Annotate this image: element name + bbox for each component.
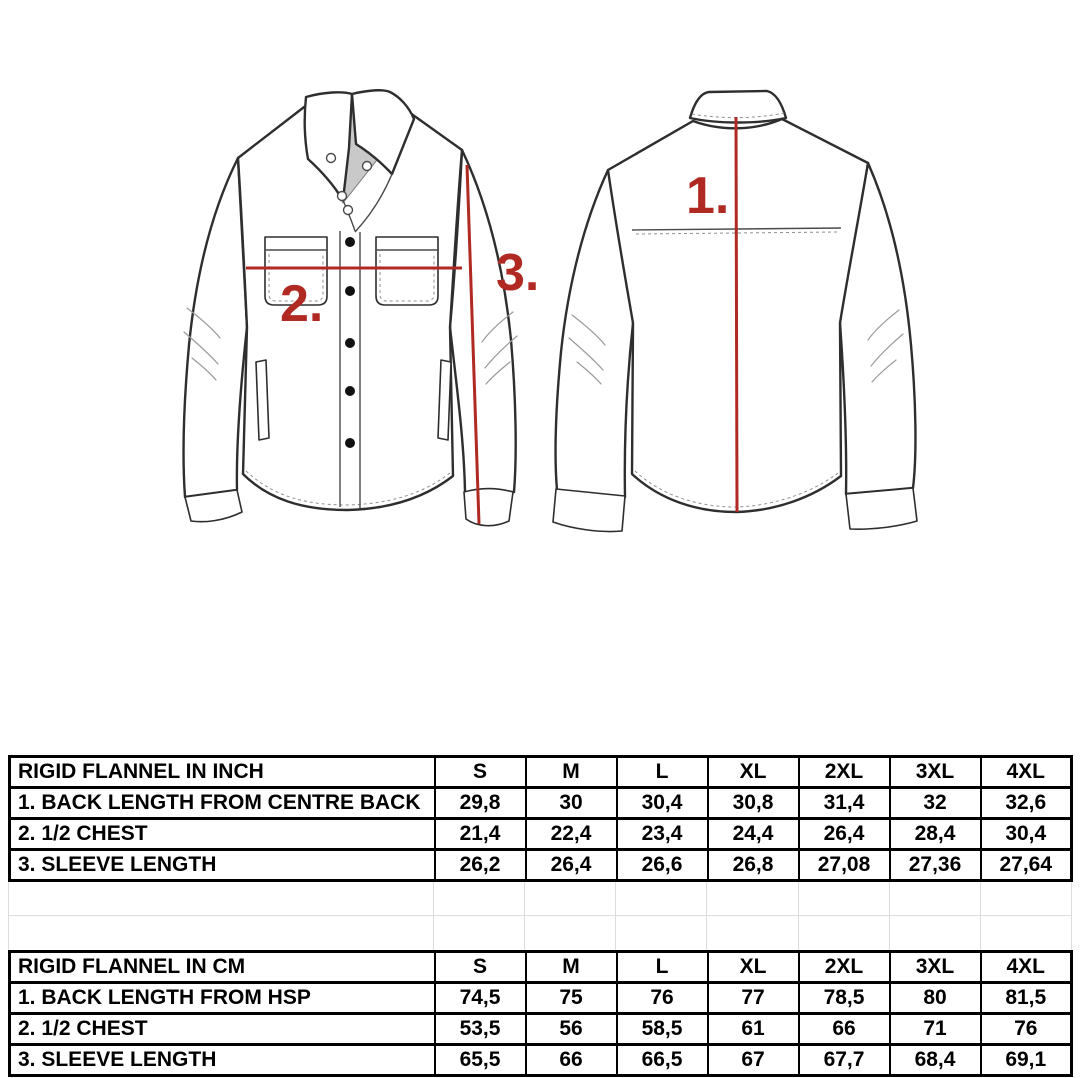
shirt-front-drawing bbox=[184, 90, 540, 525]
column-header: 3XL bbox=[890, 952, 981, 983]
chest-pocket-right bbox=[376, 237, 438, 305]
back-length-measure-line bbox=[736, 117, 737, 512]
table-header-row bbox=[10, 757, 1072, 788]
value-cell: 23,4 bbox=[617, 819, 708, 850]
value-cell: 31,4 bbox=[799, 788, 890, 819]
column-header: XL bbox=[708, 757, 799, 788]
column-header: 2XL bbox=[799, 757, 890, 788]
value-cell: 61 bbox=[708, 1014, 799, 1045]
value-cell: 24,4 bbox=[708, 819, 799, 850]
value-cell: 26,4 bbox=[526, 850, 617, 881]
value-cell: 30 bbox=[526, 788, 617, 819]
value-cell: 67 bbox=[708, 1045, 799, 1076]
welt-pocket-right bbox=[438, 360, 451, 440]
value-cell: 32 bbox=[890, 788, 981, 819]
row-label: 2. 1/2 CHEST bbox=[10, 819, 435, 850]
welt-pocket-left bbox=[256, 360, 269, 440]
value-cell: 81,5 bbox=[981, 983, 1072, 1014]
value-cell: 22,4 bbox=[526, 819, 617, 850]
value-cell: 26,2 bbox=[435, 850, 526, 881]
value-cell: 74,5 bbox=[435, 983, 526, 1014]
size-table-cm bbox=[8, 950, 1073, 1077]
table-row bbox=[10, 1045, 1072, 1076]
row-label: 2. 1/2 CHEST bbox=[10, 1014, 435, 1045]
column-header: 4XL bbox=[981, 952, 1072, 983]
table-row bbox=[10, 1014, 1072, 1045]
placket-top-button bbox=[338, 192, 347, 201]
back-collar bbox=[690, 91, 786, 123]
shirt-back-drawing bbox=[553, 91, 917, 532]
back-right-cuff bbox=[846, 488, 917, 529]
column-header: S bbox=[435, 757, 526, 788]
value-cell: 21,4 bbox=[435, 819, 526, 850]
value-cell: 27,36 bbox=[890, 850, 981, 881]
front-left-sleeve bbox=[184, 158, 247, 497]
value-cell: 27,64 bbox=[981, 850, 1072, 881]
row-label: 1. BACK LENGTH FROM HSP bbox=[10, 983, 435, 1014]
back-left-cuff bbox=[553, 489, 625, 532]
value-cell: 29,8 bbox=[435, 788, 526, 819]
value-cell: 26,6 bbox=[617, 850, 708, 881]
value-cell: 80 bbox=[890, 983, 981, 1014]
row-label: 3. SLEEVE LENGTH bbox=[10, 850, 435, 881]
table-title: RIGID FLANNEL IN INCH bbox=[10, 757, 435, 788]
value-cell: 30,4 bbox=[981, 819, 1072, 850]
value-cell: 26,4 bbox=[799, 819, 890, 850]
value-cell: 71 bbox=[890, 1014, 981, 1045]
value-cell: 66,5 bbox=[617, 1045, 708, 1076]
value-cell: 68,4 bbox=[890, 1045, 981, 1076]
value-cell: 58,5 bbox=[617, 1014, 708, 1045]
value-cell: 27,08 bbox=[799, 850, 890, 881]
sleeve-measure-label: 3. bbox=[496, 244, 540, 302]
value-cell: 67,7 bbox=[799, 1045, 890, 1076]
value-cell: 77 bbox=[708, 983, 799, 1014]
table-title: RIGID FLANNEL IN CM bbox=[10, 952, 435, 983]
table-row bbox=[10, 819, 1072, 850]
collar-button bbox=[363, 162, 372, 171]
value-cell: 53,5 bbox=[435, 1014, 526, 1045]
row-label: 3. SLEEVE LENGTH bbox=[10, 1045, 435, 1076]
value-cell: 30,4 bbox=[617, 788, 708, 819]
column-header: 2XL bbox=[799, 952, 890, 983]
table-row bbox=[10, 983, 1072, 1014]
collar-button bbox=[327, 154, 336, 163]
value-cell: 76 bbox=[981, 1014, 1072, 1045]
column-header: S bbox=[435, 952, 526, 983]
column-header: M bbox=[526, 952, 617, 983]
column-header: 4XL bbox=[981, 757, 1072, 788]
size-table-inch bbox=[8, 755, 1073, 882]
chest-measure-label: 2. bbox=[280, 275, 324, 333]
table-row bbox=[10, 850, 1072, 881]
back-length-measure-label: 1. bbox=[686, 167, 730, 225]
value-cell: 26,8 bbox=[708, 850, 799, 881]
value-cell: 28,4 bbox=[890, 819, 981, 850]
front-right-sleeve bbox=[450, 150, 516, 492]
value-cell: 78,5 bbox=[799, 983, 890, 1014]
placket-top-button bbox=[344, 206, 353, 215]
row-label: 1. BACK LENGTH FROM CENTRE BACK bbox=[10, 788, 435, 819]
value-cell: 66 bbox=[526, 1045, 617, 1076]
value-cell: 76 bbox=[617, 983, 708, 1014]
column-header: XL bbox=[708, 952, 799, 983]
table-header-row bbox=[10, 952, 1072, 983]
value-cell: 66 bbox=[799, 1014, 890, 1045]
ghost-grid bbox=[8, 882, 1072, 950]
column-header: L bbox=[617, 757, 708, 788]
value-cell: 75 bbox=[526, 983, 617, 1014]
value-cell: 69,1 bbox=[981, 1045, 1072, 1076]
value-cell: 30,8 bbox=[708, 788, 799, 819]
column-header: 3XL bbox=[890, 757, 981, 788]
value-cell: 65,5 bbox=[435, 1045, 526, 1076]
value-cell: 32,6 bbox=[981, 788, 1072, 819]
value-cell: 56 bbox=[526, 1014, 617, 1045]
column-header: M bbox=[526, 757, 617, 788]
front-right-cuff bbox=[464, 489, 513, 526]
table-row bbox=[10, 788, 1072, 819]
column-header: L bbox=[617, 952, 708, 983]
